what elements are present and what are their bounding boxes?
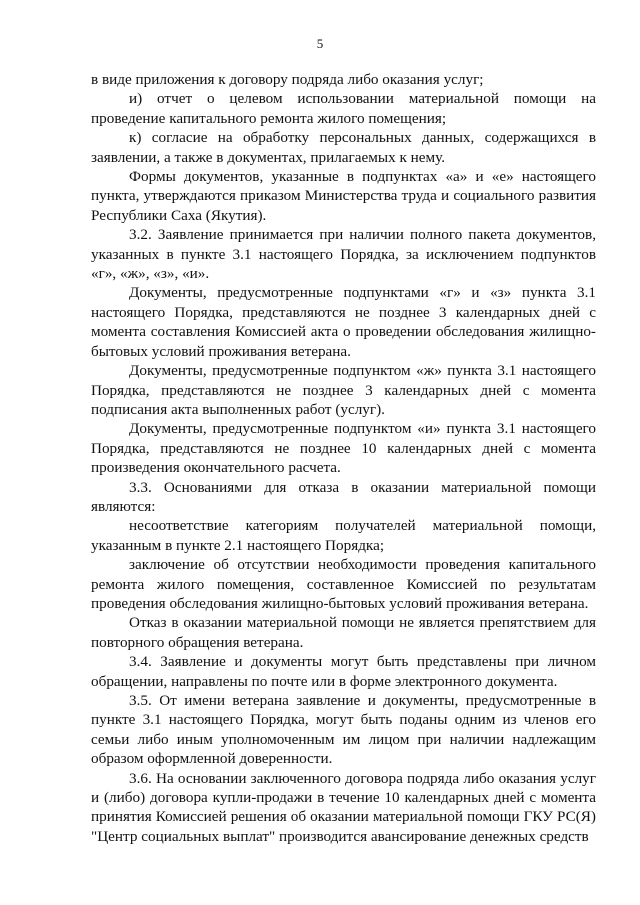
paragraph-3-3: 3.3. Основаниями для отказа в оказании материальной помощи являются:	[91, 478, 596, 515]
paragraph-docs-g-z: Документы, предусмотренные подпунктами «г» и «з» пункта 3.1 настоящего Порядка, представляются не позднее 3 календарных дней с момента составления Комиссией акта о проведении обследования жилищно-бытовых условий проживания ветерана.	[91, 284, 596, 360]
page-number: 5	[316, 36, 324, 51]
paragraph-refusal-category: несоответствие категориям получателей материальной помощи, указанным в пункте 2.1 настоящего Порядка;	[91, 517, 596, 554]
paragraph-item-i: и) отчет о целевом использовании материальной помощи на проведение капитального ремонта жилого помещения;	[91, 90, 596, 127]
paragraph-3-4: 3.4. Заявление и документы могут быть представлены при личном обращении, направлены по почте или в форме электронного документа.	[91, 653, 596, 690]
paragraph-continuation: в виде приложения к договору подряда либо оказания услуг;	[91, 71, 484, 88]
document-body	[91, 70, 596, 846]
paragraph-3-5: 3.5. От имени ветерана заявление и документы, предусмотренные в пункте 3.1 настоящего Порядка, могут быть поданы одним из членов его семьи либо иным уполномоченным им лицом при наличии надлежащим образом оформленной доверенности.	[91, 692, 596, 768]
paragraph-3-6: 3.6. На основании заключенного договора подряда либо оказания услуг и (либо) договора купли-продажи в течение 10 календарных дней с момента принятия Комиссией решения об оказании материальной помощи ГКУ РС(Я) "Центр социальных выплат" производится авансирование денежных средств	[91, 769, 596, 845]
paragraph-docs-zh: Документы, предусмотренные подпунктом «ж» пункта 3.1 настоящего Порядка, представляются не позднее 3 календарных дней с момента подписания акта выполненных работ (услуг).	[91, 362, 596, 418]
paragraph-docs-i: Документы, предусмотренные подпунктом «и» пункта 3.1 настоящего Порядка, представляются не позднее 10 календарных дней с момента произведения окончательного расчета.	[91, 420, 596, 477]
paragraph-refusal-conclusion: заключение об отсутствии необходимости проведения капитального ремонта жилого помещения, составленное Комиссией по результатам проведения обследования жилищно-бытовых условий проживания ветерана.	[91, 556, 596, 612]
paragraph-forms: Формы документов, указанные в подпунктах «а» и «е» настоящего пункта, утверждаются приказом Министерства труда и социального развития Республики Саха (Якутия).	[91, 168, 596, 224]
paragraph-3-2: 3.2. Заявление принимается при наличии полного пакета документов, указанных в пункте 3.1 настоящего Порядка, за исключением подпунктов «г», «ж», «з», «и».	[91, 226, 596, 283]
paragraph-refusal-note: Отказ в оказании материальной помощи не является препятствием для повторного обращения ветерана.	[91, 614, 596, 651]
paragraph-item-k: к) согласие на обработку персональных данных, содержащихся в заявлении, а также в документах, прилагаемых к нему.	[91, 129, 596, 166]
